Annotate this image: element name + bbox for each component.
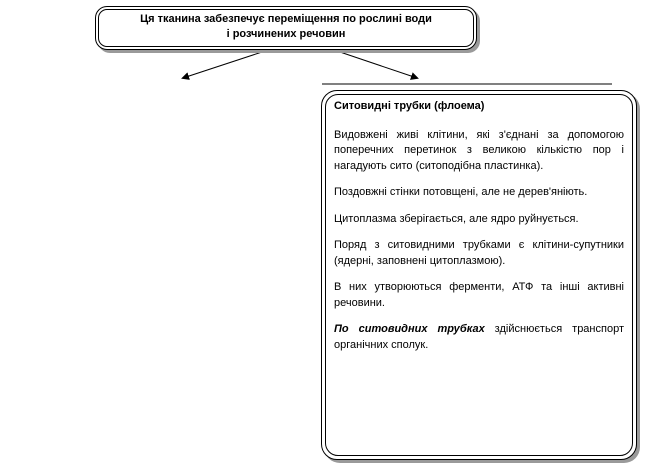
phloem-para-1: Видовжені живі клітини, які з'єднані за допомогою поперечних перетинок з великою кількістю пор і нагадують сито (ситоподібна пластинка). bbox=[334, 128, 624, 172]
phloem-para-6-rest: здійснюється транспорт органічних сполук. bbox=[334, 323, 624, 351]
tissue-function-line-1: Ця тканина забезпечує переміщення по рослині води bbox=[140, 13, 432, 25]
tissue-function-text bbox=[96, 12, 476, 42]
left-arrow bbox=[183, 52, 262, 78]
tissue-function-line-2: і розчинених речовин bbox=[226, 28, 346, 40]
right-arrow bbox=[340, 52, 417, 78]
phloem-title: Ситовидні трубки (флоема) bbox=[334, 100, 485, 112]
phloem-para-2: Поздовжні стінки потовщені, але не дерев'яніють. bbox=[334, 186, 588, 198]
phloem-content bbox=[334, 99, 624, 364]
phloem-box bbox=[321, 90, 637, 460]
phloem-para-3: Цитоплазма зберігається, але ядро руйнується. bbox=[334, 212, 579, 225]
phloem-para-5: В них утворюються ферменти, АТФ та інші активні речовини. bbox=[334, 281, 624, 309]
tissue-function-box bbox=[95, 6, 477, 50]
phloem-para-6 bbox=[334, 322, 624, 353]
phloem-para-6-italic: По ситовидних трубках bbox=[334, 323, 485, 335]
phloem-para-4: Поряд з ситовидними трубками є клітини-супутники (ядерні, заповнені цитоплазмою). bbox=[334, 239, 624, 267]
